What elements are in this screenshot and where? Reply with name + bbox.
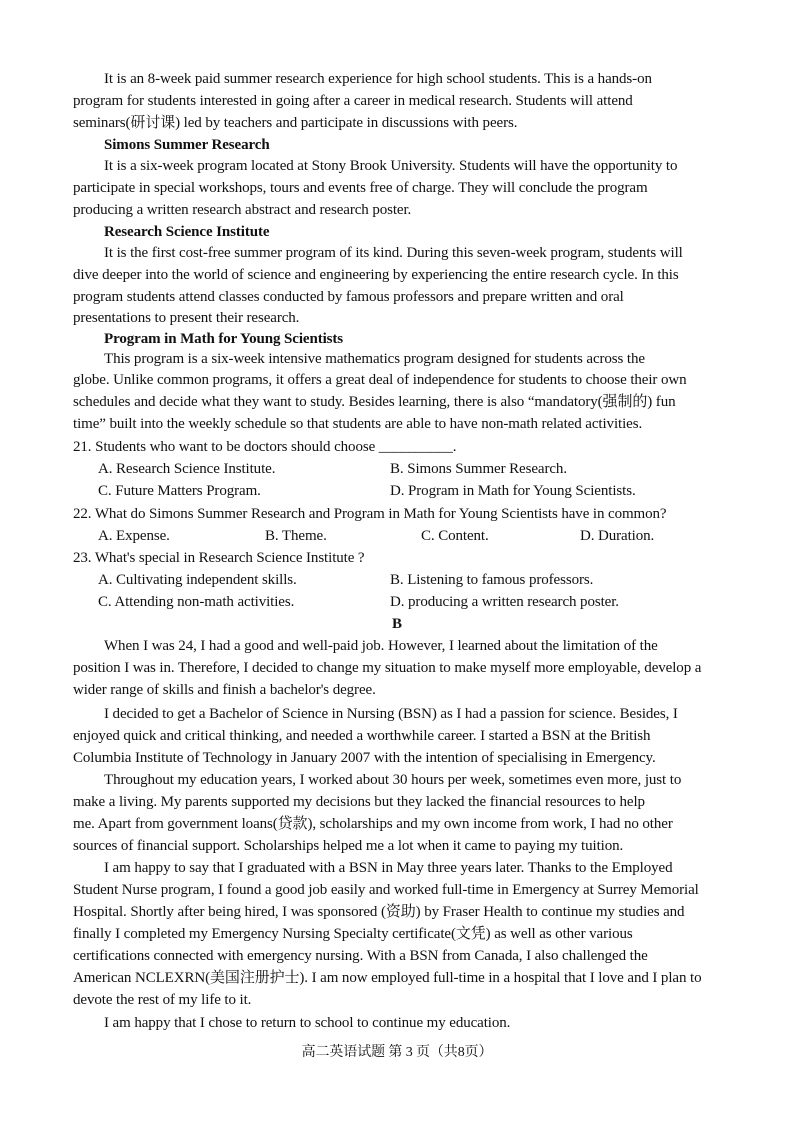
passage-line: make a living. My parents supported my decisions but they lacked the financial resources to help bbox=[73, 794, 645, 810]
section-label-b: B bbox=[392, 616, 402, 632]
option-21d: D. Program in Math for Young Scientists. bbox=[390, 483, 636, 499]
option-22d: D. Duration. bbox=[580, 528, 655, 544]
passage-line: certifications connected with emergency nursing. With a BSN from Canada, I also challenged the bbox=[73, 948, 648, 964]
option-22a: A. Expense. bbox=[98, 528, 170, 544]
passage-line: I am happy to say that I graduated with a BSN in May three years later. Thanks to the Employed bbox=[104, 860, 673, 876]
passage-line: This program is a six-week intensive mathematics program designed for students across the bbox=[104, 351, 645, 367]
section-heading-rsi: Research Science Institute bbox=[104, 224, 270, 240]
page-footer: 高二英语试题 第 3 页（共8页） bbox=[301, 1045, 493, 1060]
passage-line: Throughout my education years, I worked about 30 hours per week, sometimes even more, just to bbox=[104, 772, 682, 788]
passage-line: sources of financial support. Scholarships helped me a lot when it came to paying my tuition. bbox=[73, 838, 624, 854]
option-21b: B. Simons Summer Research. bbox=[390, 461, 567, 477]
passage-line: seminars(研讨课) led by teachers and participate in discussions with peers. bbox=[73, 115, 518, 131]
option-21a: A. Research Science Institute. bbox=[98, 461, 276, 477]
option-23a: A. Cultivating independent skills. bbox=[98, 572, 297, 588]
passage-line: When I was 24, I had a good and well-paid job. However, I learned about the limitation of the bbox=[104, 638, 658, 654]
question-stem-22: 22. What do Simons Summer Research and Program in Math for Young Scientists have in common? bbox=[73, 506, 667, 522]
passage-line: finally I completed my Emergency Nursing Specialty certificate(文凭) as well as other various bbox=[73, 926, 633, 942]
passage-line: me. Apart from government loans(贷款), scholarships and my own income from work, I had no other bbox=[73, 816, 673, 832]
passage-line: It is a six-week program located at Stony Brook University. Students will have the opportunity to bbox=[104, 158, 678, 174]
section-heading-simons: Simons Summer Research bbox=[104, 137, 270, 153]
passage-line: It is the first cost-free summer program of its kind. During this seven-week program, students will bbox=[104, 245, 683, 261]
question-stem-23: 23. What's special in Research Science Institute ? bbox=[73, 550, 365, 566]
passage-line: globe. Unlike common programs, it offers a great deal of independence for students to choose their own bbox=[73, 372, 687, 388]
passage-line: Hospital. Shortly after being hired, I was sponsored (资助) by Fraser Health to continue my studies and bbox=[73, 904, 685, 920]
option-22b: B. Theme. bbox=[265, 528, 327, 544]
option-23d: D. producing a written research poster. bbox=[390, 594, 619, 610]
passage-line: program students attend classes conducted by famous professors and prepare written and oral bbox=[73, 289, 624, 305]
passage-line: I decided to get a Bachelor of Science in Nursing (BSN) as I had a passion for science. Besides, I bbox=[104, 706, 678, 722]
option-22c: C. Content. bbox=[421, 528, 489, 544]
passage-line: devote the rest of my life to it. bbox=[73, 992, 252, 1008]
passage-line: participate in special workshops, tours and events free of charge. They will conclude the program bbox=[73, 180, 648, 196]
passage-line: schedules and decide what they want to study. Besides learning, there is also “mandatory(强制的) fun bbox=[73, 394, 676, 410]
passage-line: dive deeper into the world of science and engineering by experiencing the entire research cycle. In this bbox=[73, 267, 679, 283]
passage-line: It is an 8-week paid summer research experience for high school students. This is a hands-on bbox=[104, 71, 652, 87]
passage-line: presentations to present their research. bbox=[73, 310, 300, 326]
question-stem-21: 21. Students who want to be doctors should choose __________. bbox=[73, 439, 457, 455]
passage-line: program for students interested in going after a career in medical research. Students will attend bbox=[73, 93, 633, 109]
option-23b: B. Listening to famous professors. bbox=[390, 572, 594, 588]
passage-line: time” built into the weekly schedule so that students are able to have non-math related activities. bbox=[73, 416, 643, 432]
passage-line: Student Nurse program, I found a good job easily and worked full-time in Emergency at Surrey Memorial bbox=[73, 882, 699, 898]
passage-line: American NCLEXRN(美国注册护士). I am now employed full-time in a hospital that I love and I plan to bbox=[73, 970, 702, 986]
option-23c: C. Attending non-math activities. bbox=[98, 594, 295, 610]
passage-line: producing a written research abstract and research poster. bbox=[73, 202, 412, 218]
passage-line: I am happy that I chose to return to school to continue my education. bbox=[104, 1015, 511, 1031]
section-heading-math: Program in Math for Young Scientists bbox=[104, 331, 344, 347]
option-21c: C. Future Matters Program. bbox=[98, 483, 261, 499]
passage-line: position I was in. Therefore, I decided to change my situation to make myself more employable, develop a bbox=[73, 660, 702, 676]
passage-line: Columbia Institute of Technology in January 2007 with the intention of specialising in Emergency. bbox=[73, 750, 656, 766]
passage-line: wider range of skills and finish a bachelor's degree. bbox=[73, 682, 376, 698]
passage-line: enjoyed quick and critical thinking, and needed a worthwhile career. I started a BSN at the British bbox=[73, 728, 651, 744]
